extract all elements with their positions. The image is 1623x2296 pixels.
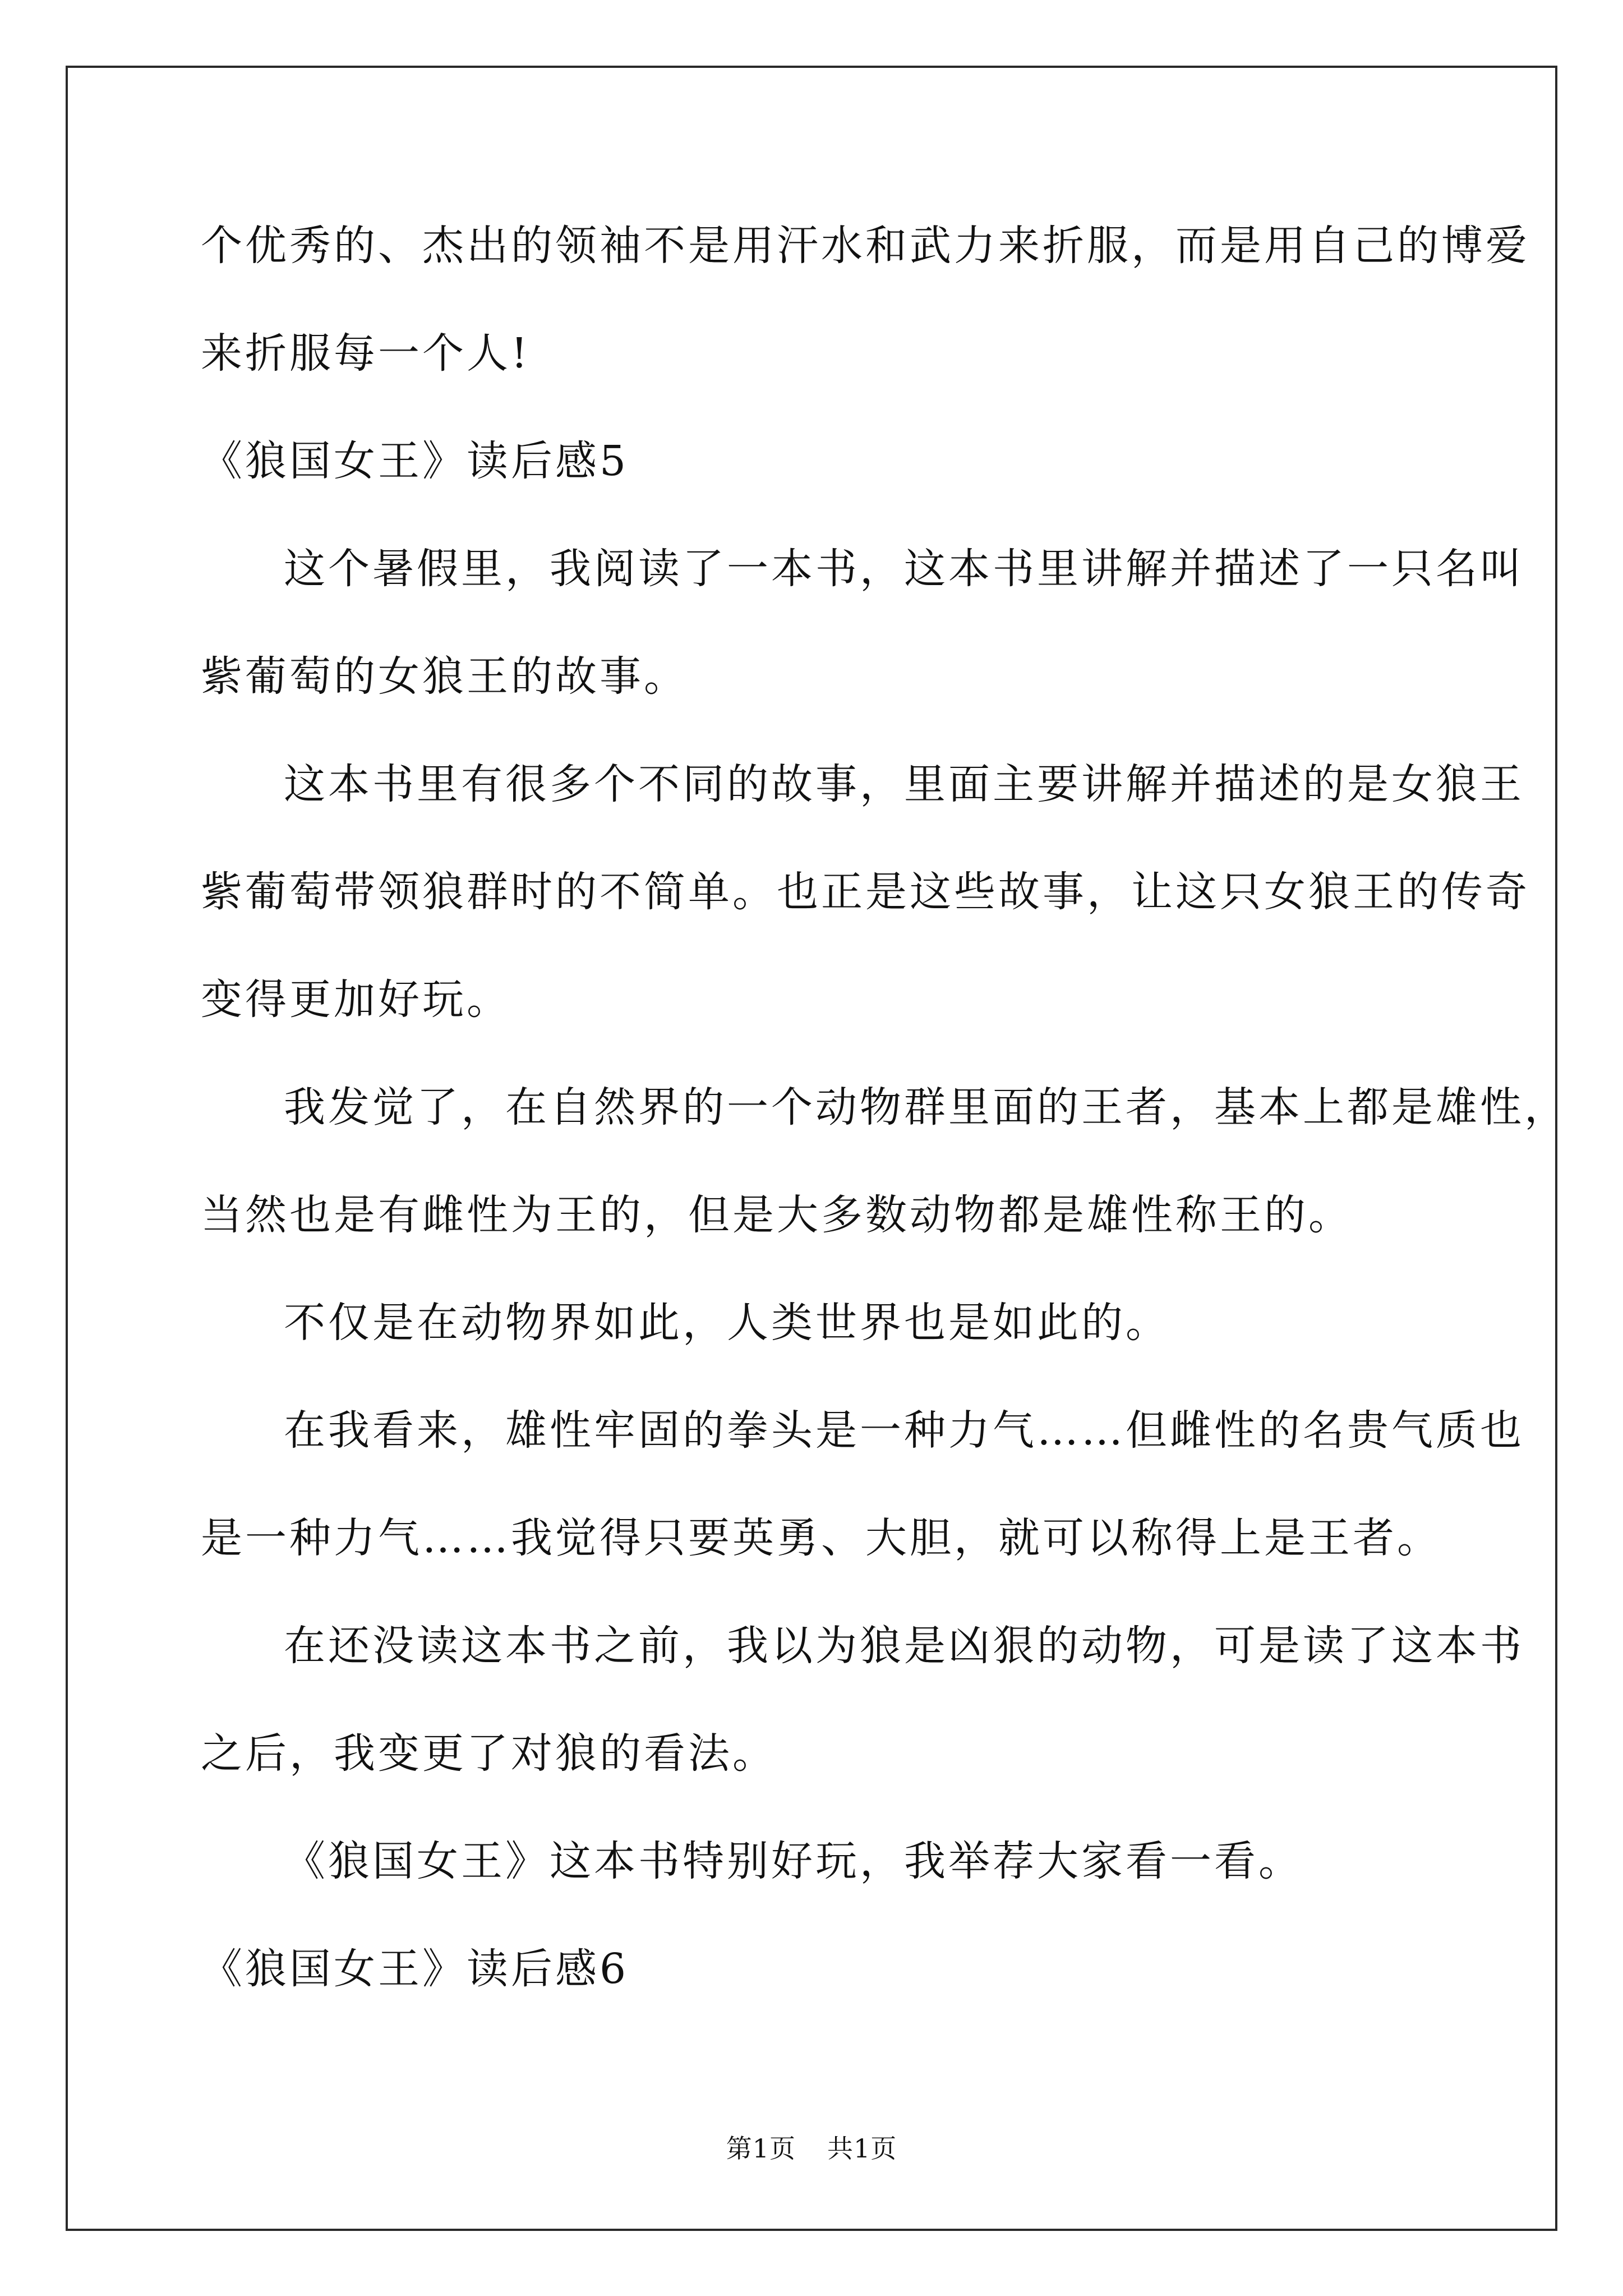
text-line: 在我看来，雄性牢固的拳头是一种力气……但雌性的名贵气质也 [284, 1406, 1524, 1455]
page-number: 第1页 [726, 2133, 796, 2164]
text-line: 紫葡萄带领狼群时的不简单。也正是这些故事，让这只女狼王的传奇 [201, 868, 1530, 916]
document-body [201, 218, 1569, 2049]
page-total: 共1页 [827, 2133, 897, 2164]
section-heading: 《狼国女王》读后感5 [201, 437, 629, 485]
text-line: 变得更加好玩。 [201, 976, 511, 1024]
text-line: 不仅是在动物界如此，人类世界也是如此的。 [284, 1299, 1170, 1347]
text-line: 来折服每一个人! [201, 329, 531, 378]
section-heading: 《狼国女王》读后感6 [201, 1945, 629, 1993]
text-line: 我发觉了，在自然界的一个动物群里面的王者，基本上都是雄性， [284, 1083, 1569, 1131]
text-line: 紫葡萄的女狼王的故事。 [201, 652, 688, 701]
text-line: 当然也是有雌性为王的，但是大多数动物都是雄性称王的。 [201, 1191, 1353, 1239]
page-footer [0, 2132, 1623, 2165]
text-line: 个优秀的、杰出的领袖不是用汗水和武力来折服，而是用自己的博爱 [201, 222, 1530, 270]
text-line: 是一种力气……我觉得只要英勇、大胆，就可以称得上是王者。 [201, 1514, 1441, 1562]
text-line: 这个暑假里，我阅读了一本书，这本书里讲解并描述了一只名叫 [284, 545, 1524, 593]
text-line: 之后，我变更了对狼的看法。 [201, 1729, 777, 1778]
text-line: 《狼国女王》这本书特别好玩，我举荐大家看一看。 [284, 1837, 1303, 1885]
text-line: 这本书里有很多个不同的故事，里面主要讲解并描述的是女狼王 [284, 760, 1524, 808]
text-line: 在还没读这本书之前，我以为狼是凶狠的动物，可是读了这本书 [284, 1622, 1524, 1670]
